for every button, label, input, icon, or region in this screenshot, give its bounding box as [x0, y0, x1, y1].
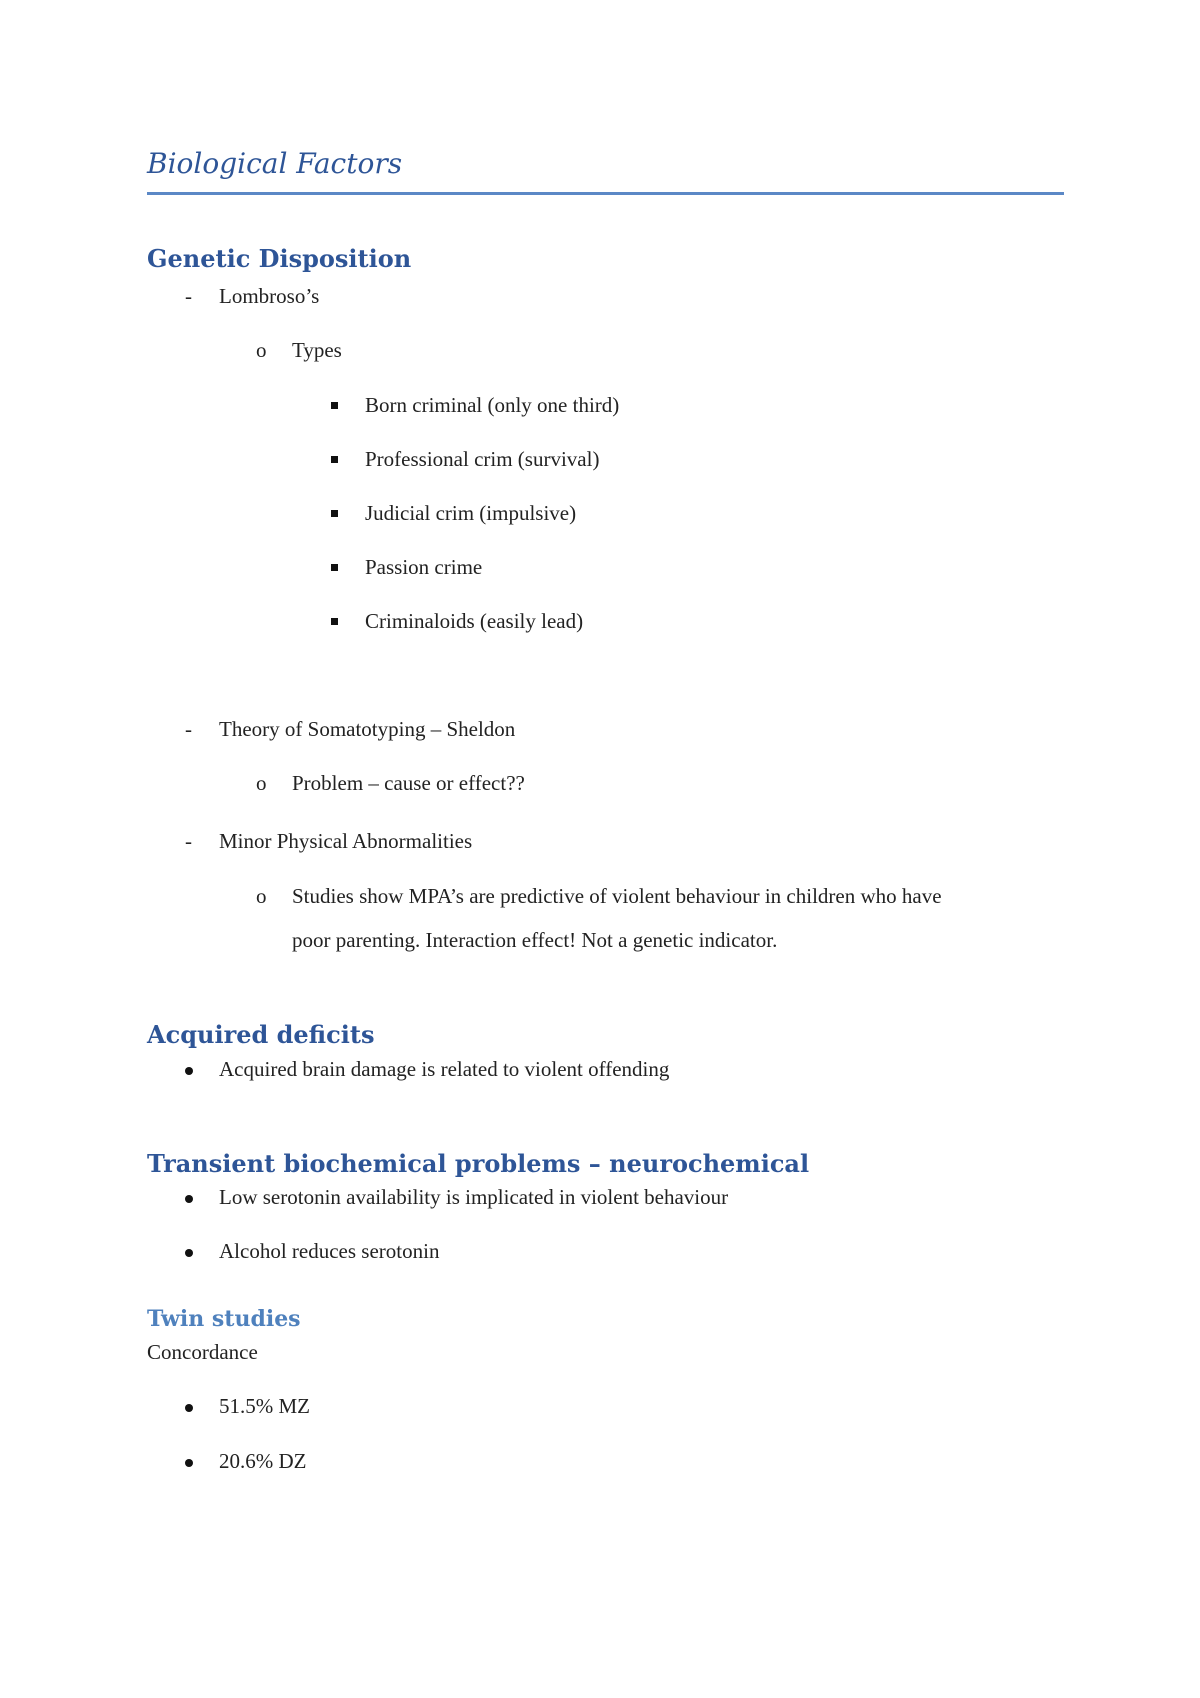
dash-bullet: -: [185, 717, 192, 741]
list-item-acquired: Acquired brain damage is related to violent offending: [219, 1057, 670, 1081]
section-heading-genetic: Genetic Disposition: [147, 244, 412, 273]
list-item-type: Passion crime: [365, 555, 483, 579]
square-bullet: [331, 510, 338, 517]
square-bullet: [331, 456, 338, 463]
square-bullet: [331, 402, 338, 409]
list-item-type: Criminaloids (easily lead): [365, 609, 584, 633]
circle-bullet: o: [256, 771, 267, 795]
round-bullet: [185, 1459, 193, 1467]
list-item-transient: Alcohol reduces serotonin: [219, 1239, 440, 1263]
page-title: Biological Factors: [147, 147, 403, 180]
list-item-twin: 20.6% DZ: [219, 1449, 307, 1473]
list-item-transient: Low serotonin availability is implicated in violent behaviour: [219, 1185, 729, 1209]
list-item-types: Types: [292, 338, 342, 362]
list-item-problem: Problem – cause or effect??: [292, 771, 525, 795]
dash-bullet: -: [185, 829, 192, 853]
circle-bullet: o: [256, 884, 267, 908]
section-heading-acquired: Acquired deficits: [147, 1020, 375, 1049]
round-bullet: [185, 1067, 193, 1075]
list-item-type: Born criminal (only one third): [365, 393, 620, 417]
square-bullet: [331, 564, 338, 571]
list-item-twin: 51.5% MZ: [219, 1394, 310, 1418]
title-underline: [147, 192, 1064, 195]
list-item-studies-line2: poor parenting. Interaction effect! Not a genetic indicator.: [292, 928, 778, 952]
circle-bullet: o: [256, 338, 267, 362]
square-bullet: [331, 618, 338, 625]
list-item-studies-line1: Studies show MPA’s are predictive of violent behaviour in children who have: [292, 884, 942, 908]
list-item-lombroso: Lombroso’s: [219, 284, 320, 308]
list-item-type: Professional crim (survival): [365, 447, 600, 471]
list-item-type: Judicial crim (impulsive): [365, 501, 577, 525]
dash-bullet: -: [185, 284, 192, 308]
round-bullet: [185, 1249, 193, 1257]
round-bullet: [185, 1404, 193, 1412]
subheading-concordance: Concordance: [147, 1340, 258, 1364]
round-bullet: [185, 1195, 193, 1203]
list-item-mpa: Minor Physical Abnormalities: [219, 829, 473, 853]
section-heading-twin: Twin studies: [147, 1306, 301, 1332]
list-item-somatotyping: Theory of Somatotyping – Sheldon: [219, 717, 516, 741]
section-heading-transient: Transient biochemical problems – neurochemical: [147, 1149, 810, 1178]
